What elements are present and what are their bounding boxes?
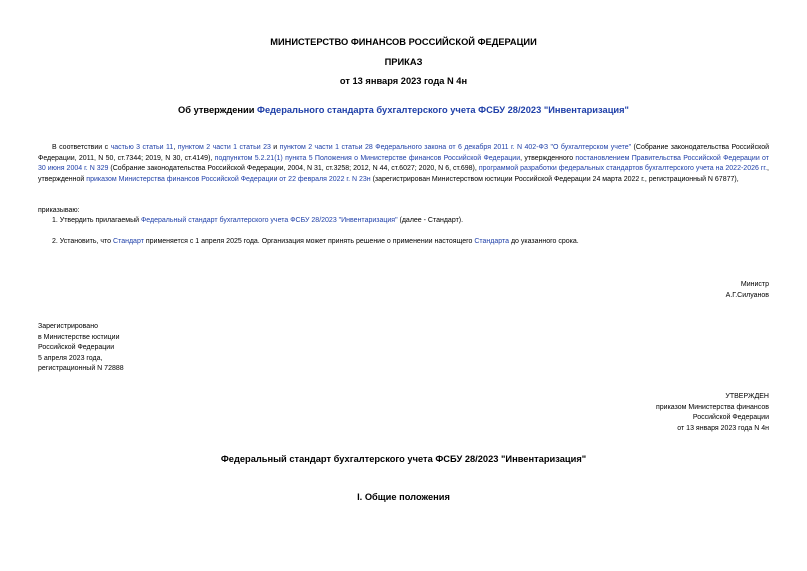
preamble-text: (Собрание законодательства Российской Федерации, 2004, N 31, ст.3258; 2012, N 44, ст.6027; 2020, N 6, ст.698),	[108, 165, 479, 172]
preamble-text: В соответствии с	[52, 144, 111, 151]
document-title	[0, 105, 807, 115]
preamble-text: , утвержденного	[520, 154, 576, 162]
preamble-text: ,	[173, 144, 178, 151]
registration-line: Российской Федерации	[38, 344, 115, 351]
order-word: приказываю:	[38, 207, 80, 214]
date-number-heading: от 13 января 2023 года N 4н	[339, 76, 468, 86]
government-decree-link[interactable]: постановлением Правительства Российской Федерации от 30 июня 2004 г. N 329	[38, 154, 769, 172]
preamble-text: , утвержденной	[38, 165, 769, 183]
order-item-2	[52, 237, 769, 248]
approval-line: от 13 января 2023 года N 4н	[677, 424, 769, 432]
title-standard-link[interactable]: Федерального стандарта бухгалтерского учета ФСБУ 28/2023 "Инвентаризация"	[257, 105, 629, 115]
registration-line: регистрационный N 72888	[38, 365, 124, 372]
law-article-23-link[interactable]: пунктом 2 части 1 статьи 23	[177, 144, 271, 151]
ministry-regulation-link[interactable]: подпунктом 5.2.21(1) пункта 5 Положения о Министерстве финансов Российской Федерации	[214, 154, 521, 162]
standard-title: Федеральный стандарт бухгалтерского учета ФСБУ 28/2023 "Инвентаризация"	[220, 454, 587, 464]
preamble-paragraph	[38, 143, 769, 185]
preamble-text: (зарегистрирован Министерством юстиции Российской Федерации 24 марта 2022 г., регистрационный N 67877),	[370, 175, 739, 183]
preamble-text: и	[270, 144, 280, 151]
item-text: (далее - Стандарт).	[397, 217, 464, 224]
item-text: 1. Утвердить прилагаемый	[52, 217, 141, 224]
standard-link[interactable]: Стандарт	[113, 238, 144, 245]
ministry-heading: МИНИСТЕРСТВО ФИНАНСОВ РОССИЙСКОЙ ФЕДЕРАЦИИ	[270, 37, 537, 47]
standard-link[interactable]: Стандарта	[474, 238, 510, 245]
ministry-order-23n-link[interactable]: приказом Министерства финансов Российской Федерации от 22 февраля 2022 г. N 23н	[86, 175, 371, 183]
approval-block	[656, 392, 769, 434]
doc-type-heading: ПРИКАЗ	[384, 57, 423, 67]
approval-line: Российской Федерации	[692, 414, 769, 421]
signature-position: Министр	[740, 281, 769, 288]
registration-line: 5 апреля 2023 года,	[38, 354, 103, 362]
order-item-1	[52, 216, 769, 227]
section-title: I. Общие положения	[357, 492, 450, 502]
registration-line: Зарегистрировано	[38, 323, 98, 330]
preamble-text: (Собрание законодательства Российской Федерации, 2011, N 50, ст.7344; 2019, N 30, ст.4149),	[38, 144, 770, 162]
law-article-11-link[interactable]: частью 3 статьи 11	[110, 144, 174, 151]
item-text: 2. Установить, что	[52, 238, 114, 245]
signature-block	[726, 280, 769, 301]
approval-line: УТВЕРЖДЕН	[725, 393, 769, 400]
registration-block	[38, 322, 124, 375]
federal-law-402-link[interactable]: пунктом 2 части 1 статьи 28 Федерального закона от 6 декабря 2011 г. N 402-ФЗ "О бухгалтерском учете"	[279, 144, 632, 151]
approval-line: приказом Министерства финансов	[655, 403, 769, 411]
title-prefix: Об утверждении	[178, 105, 258, 115]
approved-standard-link[interactable]: Федеральный стандарт бухгалтерского учета ФСБУ 28/2023 "Инвентаризация"	[140, 217, 398, 224]
signature-name: А.Г.Силуанов	[725, 291, 769, 299]
item-text: применяется с 1 апреля 2025 года. Организация может принять решение о применении настоящего	[143, 238, 475, 245]
registration-line: в Министерстве юстиции	[38, 333, 120, 341]
item-text: до указанного срока.	[509, 238, 579, 245]
standards-program-link[interactable]: программой разработки федеральных стандартов бухгалтерского учета на 2022-2026 гг.	[478, 165, 768, 172]
